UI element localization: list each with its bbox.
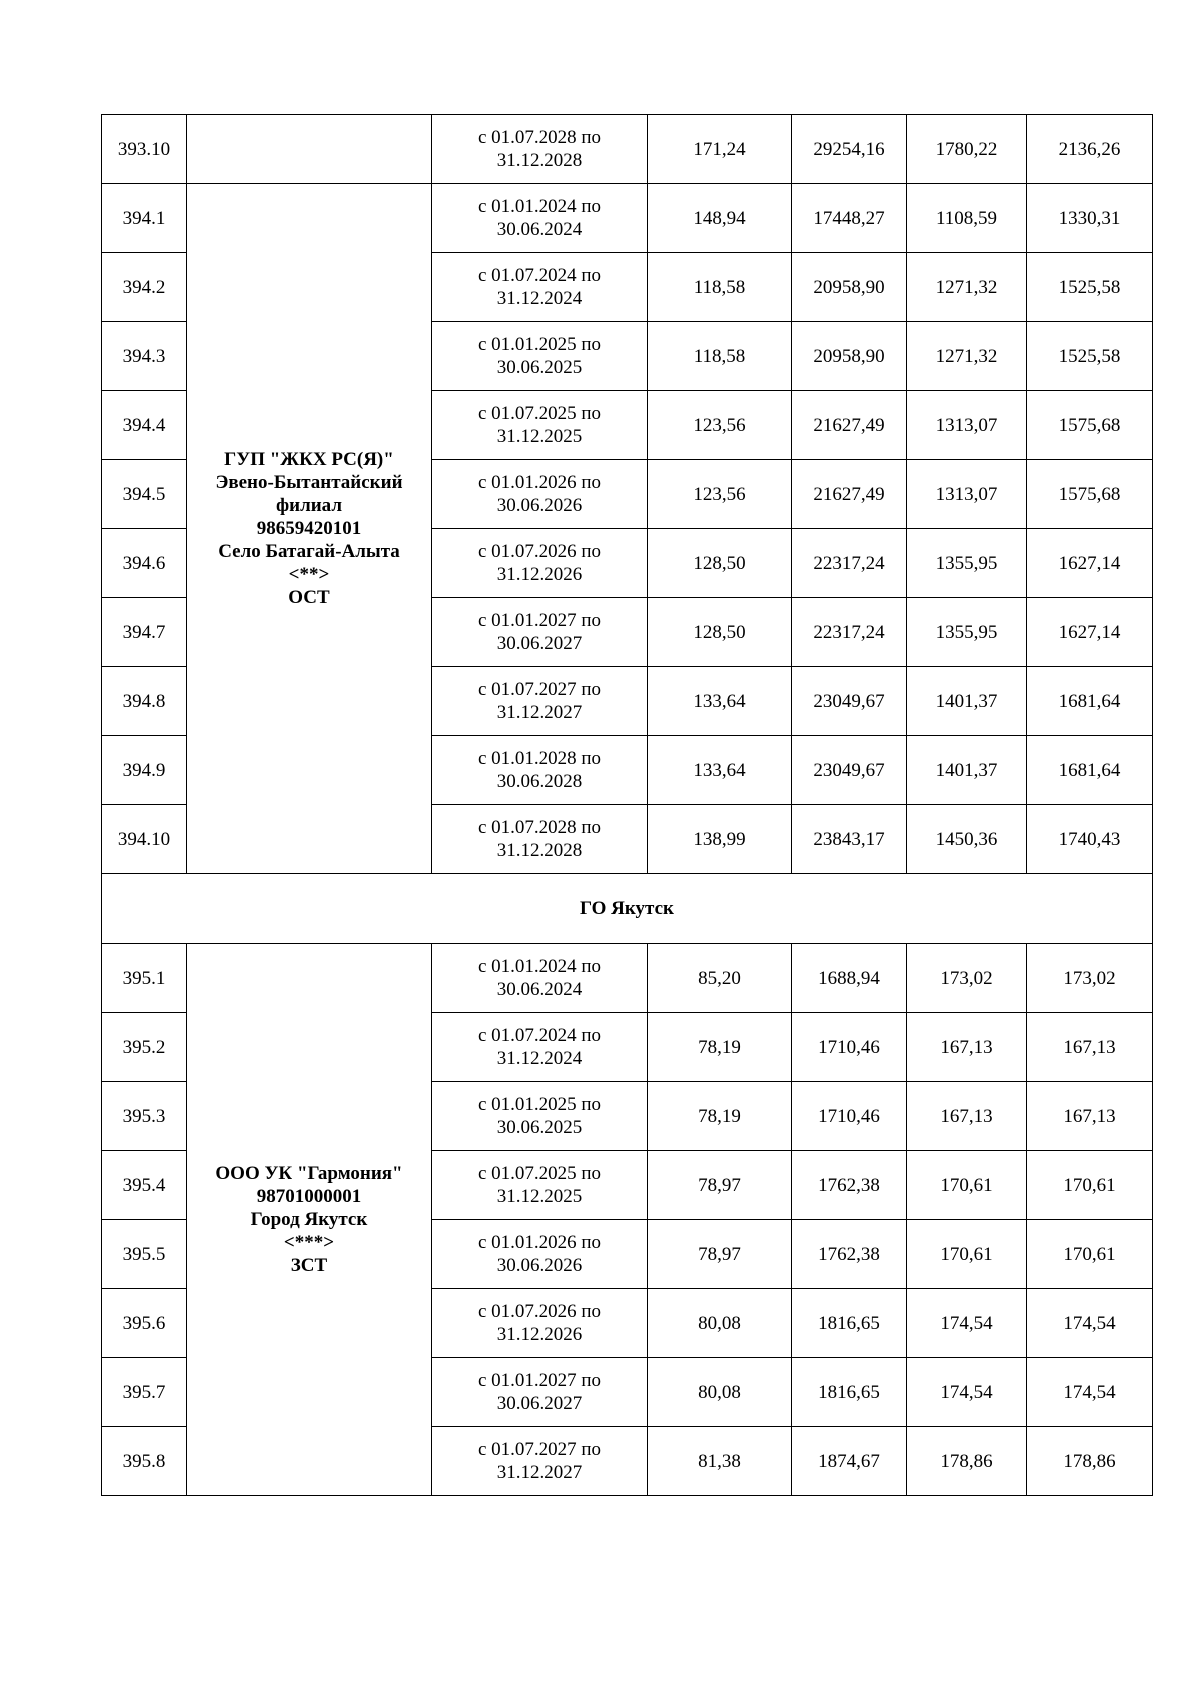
section-row xyxy=(102,874,1153,944)
organization-line: 98659420101 xyxy=(256,518,362,539)
period-cell xyxy=(432,1013,648,1082)
value-3: 1780,22 xyxy=(907,115,1027,184)
organization-line: <***> xyxy=(283,1232,335,1253)
period-start: с 01.01.2028 по xyxy=(477,748,602,769)
period-start: с 01.07.2027 по xyxy=(477,679,602,700)
row-number: 394.6 xyxy=(102,529,187,598)
section-title: ГО Якутск xyxy=(102,874,1153,944)
value-4: 170,61 xyxy=(1027,1220,1153,1289)
value-2: 21627,49 xyxy=(792,391,907,460)
period-start: с 01.01.2026 по xyxy=(477,472,602,493)
value-2: 20958,90 xyxy=(792,253,907,322)
value-2: 1688,94 xyxy=(792,944,907,1013)
value-1: 78,19 xyxy=(648,1082,792,1151)
value-4: 1681,64 xyxy=(1027,667,1153,736)
row-number: 394.9 xyxy=(102,736,187,805)
period-end: 31.12.2025 xyxy=(496,426,583,447)
value-3: 1313,07 xyxy=(907,391,1027,460)
value-1: 128,50 xyxy=(648,529,792,598)
organization-line: <**> xyxy=(288,564,330,585)
organization-line: ОСТ xyxy=(288,587,330,608)
value-2: 1762,38 xyxy=(792,1220,907,1289)
value-1: 171,24 xyxy=(648,115,792,184)
value-3: 1313,07 xyxy=(907,460,1027,529)
period-start: с 01.07.2028 по xyxy=(477,817,602,838)
period-cell xyxy=(432,184,648,253)
period-start: с 01.07.2024 по xyxy=(477,265,602,286)
period-cell xyxy=(432,667,648,736)
value-4: 170,61 xyxy=(1027,1151,1153,1220)
period-start: с 01.01.2025 по xyxy=(477,1094,602,1115)
period-end: 31.12.2028 xyxy=(496,150,583,171)
value-1: 118,58 xyxy=(648,253,792,322)
tariff-table xyxy=(101,114,1153,1496)
row-number: 394.1 xyxy=(102,184,187,253)
row-number: 395.8 xyxy=(102,1427,187,1496)
row-number: 394.3 xyxy=(102,322,187,391)
value-1: 80,08 xyxy=(648,1358,792,1427)
organization-line: ГУП "ЖКХ РС(Я)" xyxy=(224,449,394,470)
period-start: с 01.01.2024 по xyxy=(477,196,602,217)
value-3: 1271,32 xyxy=(907,253,1027,322)
value-2: 29254,16 xyxy=(792,115,907,184)
value-4: 1330,31 xyxy=(1027,184,1153,253)
period-start: с 01.07.2026 по xyxy=(477,1301,602,1322)
value-1: 81,38 xyxy=(648,1427,792,1496)
value-2: 1816,65 xyxy=(792,1358,907,1427)
value-1: 133,64 xyxy=(648,667,792,736)
period-end: 31.12.2027 xyxy=(496,1462,583,1483)
value-1: 128,50 xyxy=(648,598,792,667)
value-3: 1450,36 xyxy=(907,805,1027,874)
period-end: 30.06.2026 xyxy=(496,495,583,516)
value-1: 78,19 xyxy=(648,1013,792,1082)
row-number: 395.5 xyxy=(102,1220,187,1289)
row-number: 394.4 xyxy=(102,391,187,460)
value-4: 174,54 xyxy=(1027,1358,1153,1427)
row-number: 394.10 xyxy=(102,805,187,874)
row-number: 394.7 xyxy=(102,598,187,667)
value-4: 1627,14 xyxy=(1027,598,1153,667)
period-end: 31.12.2024 xyxy=(496,1048,583,1069)
value-2: 1874,67 xyxy=(792,1427,907,1496)
period-cell xyxy=(432,253,648,322)
period-start: с 01.01.2025 по xyxy=(477,334,602,355)
period-end: 30.06.2026 xyxy=(496,1255,583,1276)
value-4: 178,86 xyxy=(1027,1427,1153,1496)
value-3: 173,02 xyxy=(907,944,1027,1013)
value-4: 1740,43 xyxy=(1027,805,1153,874)
period-start: с 01.01.2027 по xyxy=(477,1370,602,1391)
period-cell xyxy=(432,322,648,391)
value-3: 170,61 xyxy=(907,1151,1027,1220)
value-1: 78,97 xyxy=(648,1220,792,1289)
row-number: 395.2 xyxy=(102,1013,187,1082)
period-end: 30.06.2024 xyxy=(496,219,583,240)
value-4: 1525,58 xyxy=(1027,322,1153,391)
organization-cell xyxy=(187,184,432,874)
period-end: 30.06.2025 xyxy=(496,357,583,378)
value-2: 20958,90 xyxy=(792,322,907,391)
value-4: 167,13 xyxy=(1027,1013,1153,1082)
period-start: с 01.01.2026 по xyxy=(477,1232,602,1253)
period-cell xyxy=(432,736,648,805)
period-start: с 01.07.2025 по xyxy=(477,403,602,424)
period-start: с 01.07.2024 по xyxy=(477,1025,602,1046)
organization-line: Город Якутск xyxy=(250,1209,368,1230)
value-1: 80,08 xyxy=(648,1289,792,1358)
row-number: 395.6 xyxy=(102,1289,187,1358)
value-3: 174,54 xyxy=(907,1289,1027,1358)
row-number: 394.5 xyxy=(102,460,187,529)
value-3: 174,54 xyxy=(907,1358,1027,1427)
value-3: 1271,32 xyxy=(907,322,1027,391)
value-2: 21627,49 xyxy=(792,460,907,529)
period-cell xyxy=(432,598,648,667)
row-number: 395.3 xyxy=(102,1082,187,1151)
value-1: 123,56 xyxy=(648,391,792,460)
value-3: 178,86 xyxy=(907,1427,1027,1496)
period-cell xyxy=(432,1289,648,1358)
organization-line: ЗСТ xyxy=(290,1255,328,1276)
period-cell xyxy=(432,115,648,184)
value-4: 167,13 xyxy=(1027,1082,1153,1151)
row-number: 395.1 xyxy=(102,944,187,1013)
value-2: 23843,17 xyxy=(792,805,907,874)
value-3: 1108,59 xyxy=(907,184,1027,253)
period-start: с 01.07.2027 по xyxy=(477,1439,602,1460)
row-number: 395.7 xyxy=(102,1358,187,1427)
period-cell xyxy=(432,460,648,529)
period-start: с 01.01.2027 по xyxy=(477,610,602,631)
value-4: 1575,68 xyxy=(1027,460,1153,529)
value-2: 1762,38 xyxy=(792,1151,907,1220)
period-cell xyxy=(432,1151,648,1220)
organization-line: ООО УК "Гармония" xyxy=(215,1163,403,1184)
organization-line: Село Батагай-Алыта xyxy=(218,541,400,562)
value-1: 138,99 xyxy=(648,805,792,874)
value-4: 1627,14 xyxy=(1027,529,1153,598)
value-3: 167,13 xyxy=(907,1082,1027,1151)
period-end: 30.06.2028 xyxy=(496,771,583,792)
value-3: 1401,37 xyxy=(907,736,1027,805)
period-cell xyxy=(432,1082,648,1151)
row-number: 394.2 xyxy=(102,253,187,322)
period-start: с 01.07.2026 по xyxy=(477,541,602,562)
period-end: 31.12.2026 xyxy=(496,1324,583,1345)
period-cell xyxy=(432,391,648,460)
value-3: 1355,95 xyxy=(907,598,1027,667)
period-cell xyxy=(432,805,648,874)
org-cell-empty xyxy=(187,115,432,184)
organization-line: филиал xyxy=(275,495,343,516)
value-1: 78,97 xyxy=(648,1151,792,1220)
table-row xyxy=(102,184,1153,253)
value-3: 170,61 xyxy=(907,1220,1027,1289)
period-cell xyxy=(432,529,648,598)
value-4: 174,54 xyxy=(1027,1289,1153,1358)
period-end: 30.06.2027 xyxy=(496,1393,583,1414)
period-start: с 01.01.2024 по xyxy=(477,956,602,977)
row-number: 393.10 xyxy=(102,115,187,184)
value-2: 1816,65 xyxy=(792,1289,907,1358)
value-1: 85,20 xyxy=(648,944,792,1013)
value-4: 2136,26 xyxy=(1027,115,1153,184)
value-1: 133,64 xyxy=(648,736,792,805)
period-cell xyxy=(432,944,648,1013)
table-row xyxy=(102,115,1153,184)
period-end: 30.06.2025 xyxy=(496,1117,583,1138)
period-end: 31.12.2025 xyxy=(496,1186,583,1207)
period-end: 31.12.2027 xyxy=(496,702,583,723)
period-cell xyxy=(432,1427,648,1496)
value-2: 22317,24 xyxy=(792,598,907,667)
row-number: 394.8 xyxy=(102,667,187,736)
tariff-table-body xyxy=(102,115,1153,1496)
value-1: 148,94 xyxy=(648,184,792,253)
value-2: 17448,27 xyxy=(792,184,907,253)
organization-cell xyxy=(187,944,432,1496)
value-1: 118,58 xyxy=(648,322,792,391)
period-end: 30.06.2024 xyxy=(496,979,583,1000)
value-3: 1355,95 xyxy=(907,529,1027,598)
period-end: 31.12.2026 xyxy=(496,564,583,585)
period-cell xyxy=(432,1358,648,1427)
value-2: 1710,46 xyxy=(792,1082,907,1151)
value-2: 23049,67 xyxy=(792,667,907,736)
value-3: 167,13 xyxy=(907,1013,1027,1082)
value-2: 22317,24 xyxy=(792,529,907,598)
period-start: с 01.07.2025 по xyxy=(477,1163,602,1184)
value-3: 1401,37 xyxy=(907,667,1027,736)
period-end: 31.12.2024 xyxy=(496,288,583,309)
period-start: с 01.07.2028 по xyxy=(477,127,602,148)
value-4: 1681,64 xyxy=(1027,736,1153,805)
period-cell xyxy=(432,1220,648,1289)
value-2: 1710,46 xyxy=(792,1013,907,1082)
value-4: 1575,68 xyxy=(1027,391,1153,460)
period-end: 31.12.2028 xyxy=(496,840,583,861)
value-1: 123,56 xyxy=(648,460,792,529)
organization-line: 98701000001 xyxy=(256,1186,362,1207)
value-2: 23049,67 xyxy=(792,736,907,805)
value-4: 173,02 xyxy=(1027,944,1153,1013)
value-4: 1525,58 xyxy=(1027,253,1153,322)
period-end: 30.06.2027 xyxy=(496,633,583,654)
table-row xyxy=(102,944,1153,1013)
organization-line: Эвено-Бытантайский xyxy=(215,472,403,493)
row-number: 395.4 xyxy=(102,1151,187,1220)
